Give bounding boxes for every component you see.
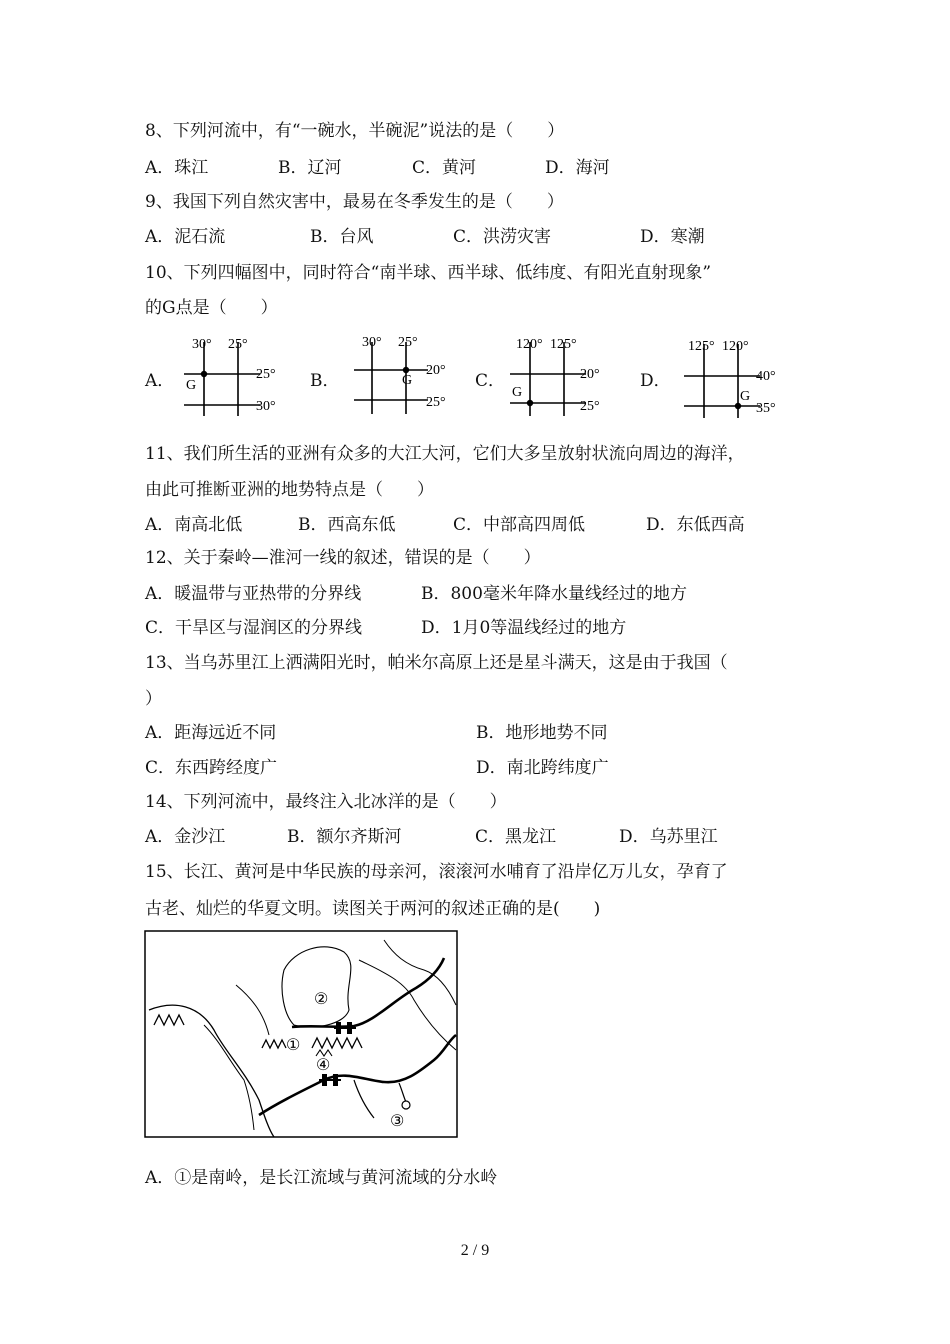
q10-b-top-label-2: 25° xyxy=(398,335,418,350)
q14-option-d: D．乌苏里江 xyxy=(619,827,718,847)
q10-c-top-label-2: 125° xyxy=(550,337,577,352)
q10-d-top-label-1: 125° xyxy=(688,339,715,354)
q10-c-point-label: G xyxy=(512,385,523,400)
q10-diagram-b xyxy=(350,328,465,423)
q14-option-c: C．黑龙江 xyxy=(475,827,557,847)
q12-option-b: B．800毫米年降水量线经过的地方 xyxy=(421,584,687,604)
q15-option-a: A．①是南岭，是长江流域与黄河流域的分水岭 xyxy=(145,1168,498,1188)
q13-stem-line1: 13、当乌苏里江上洒满阳光时，帕米尔高原上还是星斗满天，这是由于我国（ xyxy=(145,653,728,673)
q12-option-a: A．暖温带与亚热带的分界线 xyxy=(145,584,362,604)
q10-option-b-label: B． xyxy=(310,371,340,391)
q14-option-a: A．金沙江 xyxy=(145,827,226,847)
q13-option-b: B．地形地势不同 xyxy=(476,723,608,743)
q9-option-a: A．泥石流 xyxy=(145,227,226,247)
q10-a-right-label-2: 30° xyxy=(256,399,276,414)
q14-stem: 14、下列河流中，最终注入北冰洋的是（ ） xyxy=(145,792,507,812)
q15-map-label-3: ③ xyxy=(390,1113,405,1130)
q15-river-map xyxy=(144,930,460,1145)
q10-diagram-d xyxy=(678,330,793,425)
q10-b-top-label-1: 30° xyxy=(362,335,382,350)
q8-option-d: D．海河 xyxy=(545,158,610,178)
q10-stem-line1: 10、下列四幅图中，同时符合“南半球、西半球、低纬度、有阳光直射现象” xyxy=(145,263,712,283)
q10-c-right-label-2: 25° xyxy=(580,399,600,414)
q9-option-c: C．洪涝灾害 xyxy=(453,227,552,247)
q14-option-b: B．额尔齐斯河 xyxy=(287,827,402,847)
q10-d-point-label: G xyxy=(740,389,751,404)
q10-option-d-label: D． xyxy=(640,371,671,391)
q11-option-c: C．中部高四周低 xyxy=(453,515,586,535)
q8-stem: 8、下列河流中，有“一碗水，半碗泥”说法的是（ ） xyxy=(145,121,565,141)
q11-stem-line2: 由此可推断亚洲的地势特点是（ ） xyxy=(145,480,434,500)
q12-option-d: D．1月0等温线经过的地方 xyxy=(421,618,627,638)
q10-a-top-label-1: 30° xyxy=(192,337,212,352)
q13-option-a: A．距海远近不同 xyxy=(145,723,277,743)
q12-option-c: C．干旱区与湿润区的分界线 xyxy=(145,618,363,638)
q8-option-c: C．黄河 xyxy=(412,158,477,178)
q13-option-d: D．南北跨纬度广 xyxy=(476,758,609,778)
q11-stem-line1: 11、我们所生活的亚洲有众多的大江大河，它们大多呈放射状流向周边的海洋， xyxy=(145,444,745,464)
q9-option-b: B．台风 xyxy=(310,227,374,247)
q10-diagram-c xyxy=(502,330,617,425)
q10-a-right-label-1: 25° xyxy=(256,367,276,382)
q10-a-top-label-2: 25° xyxy=(228,337,248,352)
q9-option-d: D．寒潮 xyxy=(640,227,705,247)
q10-diagram-a xyxy=(178,330,293,425)
q10-d-right-label-1: 40° xyxy=(756,369,776,384)
q10-d-top-label-2: 120° xyxy=(722,339,749,354)
q10-b-right-label-2: 25° xyxy=(426,395,446,410)
q10-d-right-label-2: 35° xyxy=(756,401,776,416)
q15-map-label-2: ② xyxy=(314,991,329,1008)
q10-option-a-label: A． xyxy=(145,371,175,391)
q12-stem: 12、关于秦岭—淮河一线的叙述，错误的是（ ） xyxy=(145,548,541,568)
q13-option-c: C．东西跨经度广 xyxy=(145,758,278,778)
q9-stem: 9、我国下列自然灾害中，最易在冬季发生的是（ ） xyxy=(145,192,564,212)
q8-option-a: A．珠江 xyxy=(145,158,209,178)
q10-b-right-label-1: 20° xyxy=(426,363,446,378)
q10-option-c-label: C． xyxy=(475,371,506,391)
q15-stem-line2: 古老、灿烂的华夏文明。读图关于两河的叙述正确的是( ) xyxy=(145,899,601,919)
q10-b-point-label: G xyxy=(402,373,413,388)
q15-stem-line1: 15、长江、黄河是中华民族的母亲河，滚滚河水哺育了沿岸亿万儿女，孕育了 xyxy=(145,862,728,882)
q15-map-label-4: ④ xyxy=(316,1057,331,1074)
q11-option-d: D．东低西高 xyxy=(646,515,745,535)
page-number: 2 / 9 xyxy=(460,1242,490,1259)
q10-stem-line2: 的G点是（ ） xyxy=(145,298,278,318)
q13-stem-line2: ） xyxy=(145,689,162,709)
q8-option-b: B．辽河 xyxy=(278,158,342,178)
q10-a-point-label: G xyxy=(186,378,197,393)
q10-c-top-label-1: 120° xyxy=(516,337,543,352)
q15-map-label-1: ① xyxy=(286,1037,301,1054)
q11-option-a: A．南高北低 xyxy=(145,515,243,535)
q11-option-b: B．西高东低 xyxy=(298,515,396,535)
q10-c-right-label-1: 20° xyxy=(580,367,600,382)
